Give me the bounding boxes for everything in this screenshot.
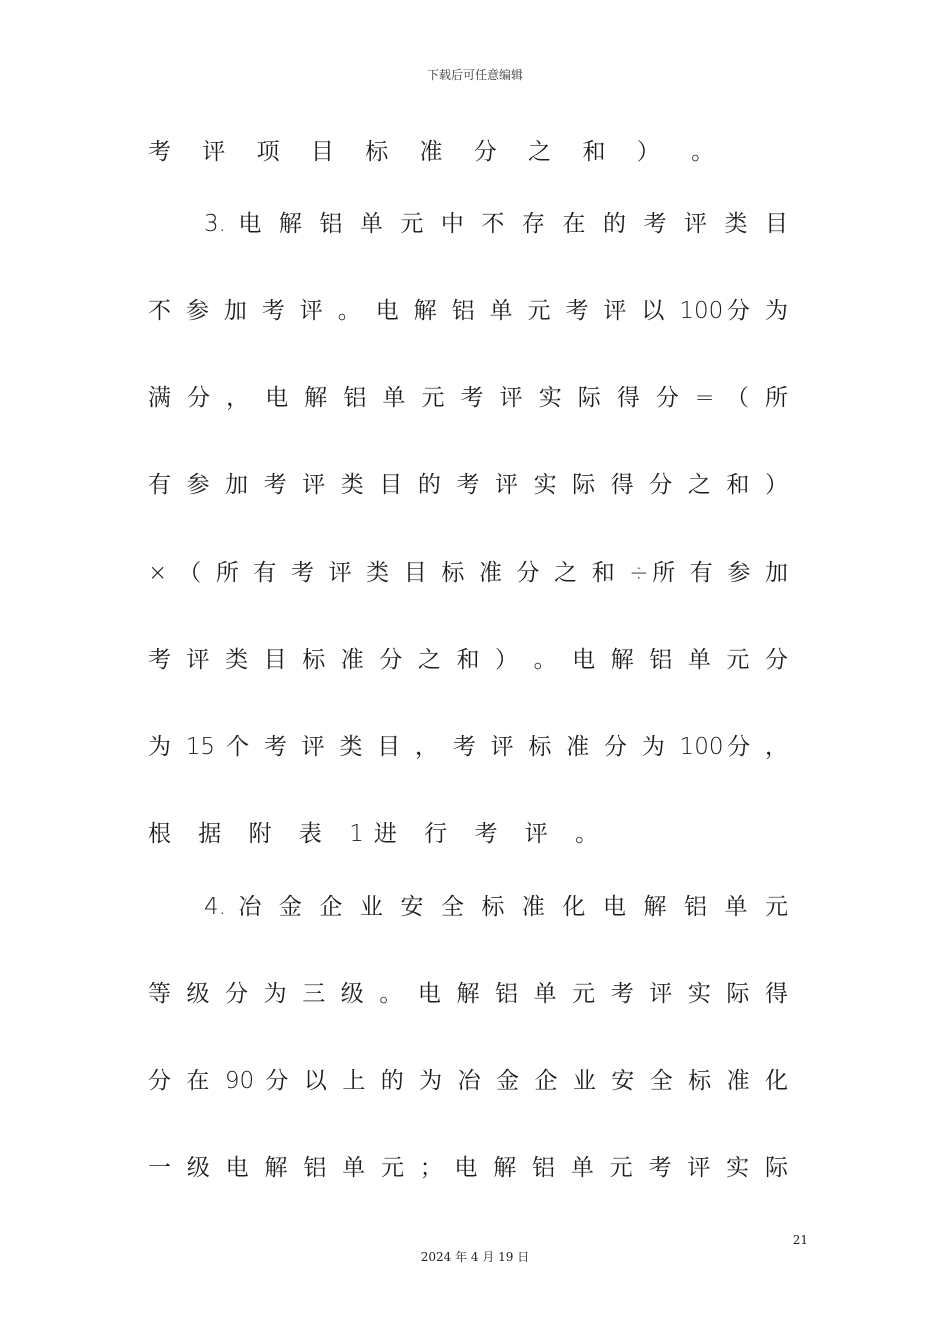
text-line-3: 不 参 加 考 评 。 电 解 铝 单 元 考 评 以 100分 为 xyxy=(148,298,788,324)
page-header-note: 下载后可任意编辑 xyxy=(426,68,523,82)
text-line-1: 考 评 项 目 标 准 分 之 和 ） 。 xyxy=(148,139,727,165)
text-line-2: 3. 电 解 铝 单 元 中 不 存 在 的 考 评 类 目 xyxy=(204,211,788,237)
text-line-6: × （ 所 有 考 评 类 目 标 准 分 之 和 ÷所 有 参 加 xyxy=(148,560,788,586)
page-date: 2024 年 4 月 19 日 xyxy=(420,1250,530,1264)
text-line-8: 为 15 个 考 评 类 目 ， 考 评 标 准 分 为 100分 ， xyxy=(148,734,788,760)
text-line-4: 满 分 ， 电 解 铝 单 元 考 评 实 际 得 分 = （ 所 xyxy=(148,385,788,411)
text-line-11: 等 级 分 为 三 级 。 电 解 铝 单 元 考 评 实 际 得 xyxy=(148,981,788,1007)
page-number: 21 xyxy=(792,1233,808,1247)
text-line-10: 4. 冶 金 企 业 安 全 标 准 化 电 解 铝 单 元 xyxy=(204,894,788,920)
text-line-13: 一 级 电 解 铝 单 元 ； 电 解 铝 单 元 考 评 实 际 xyxy=(148,1155,788,1181)
text-line-12: 分 在 90 分 以 上 的 为 冶 金 企 业 安 全 标 准 化 xyxy=(148,1068,788,1094)
text-line-7: 考 评 类 目 标 准 分 之 和 ） 。 电 解 铝 单 元 分 xyxy=(148,647,788,673)
text-line-9: 根 据 附 表 1进 行 考 评 。 xyxy=(148,821,609,847)
text-line-5: 有 参 加 考 评 类 目 的 考 评 实 际 得 分 之 和 ） xyxy=(148,472,788,498)
